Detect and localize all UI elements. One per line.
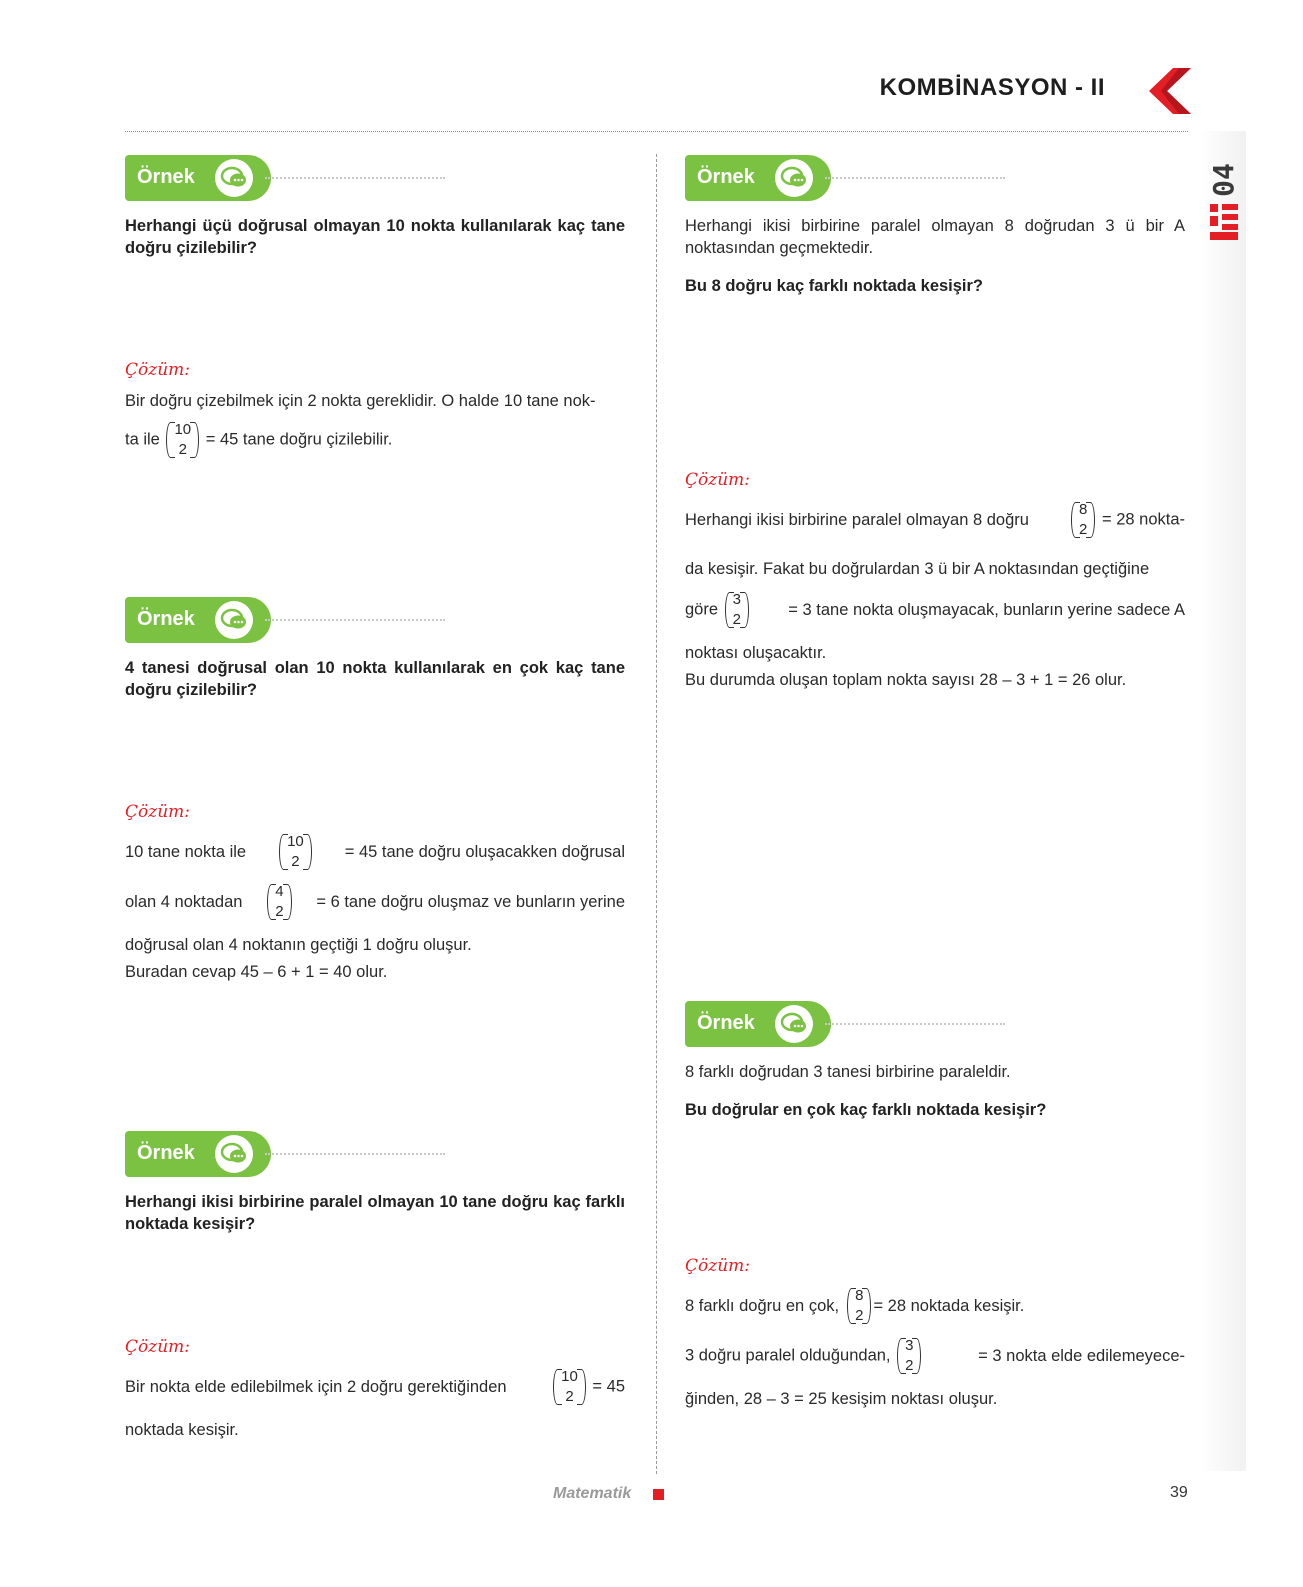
solution-line: 8 farklı doğru en çok, 8 2 = 28 noktada kesişir.: [685, 1287, 1025, 1324]
cozum-label: Çözüm:: [685, 470, 750, 490]
example-block-2: [125, 597, 625, 701]
fdd-logo-icon: [1208, 200, 1242, 250]
solution-line: Bu durumda oluşan toplam nokta sayısı 28 – 3 + 1 = 26 olur.: [685, 671, 1127, 689]
ornek-header: [685, 1001, 1185, 1047]
example-block-4: [685, 155, 1185, 297]
ornek-label: Örnek: [137, 608, 195, 630]
solution-block-5: [685, 1256, 1185, 1410]
binomial: 10 2: [553, 1367, 586, 1407]
solution-line: Bir doğru çizebilmek için 2 nokta gereklidir. O halde 10 tane nok-: [125, 392, 596, 410]
solution-block-2: [125, 802, 625, 983]
solution-block-1: [125, 360, 625, 460]
question-text: Bu 8 doğru kaç farklı noktada kesişir?: [685, 277, 984, 295]
solution-block-3: [125, 1337, 625, 1441]
solution-line: Buradan cevap 45 – 6 + 1 = 40 olur.: [125, 963, 388, 981]
speech-bubble-icon: [775, 1005, 813, 1043]
binomial: 10 2: [279, 832, 312, 872]
question-text: Herhangi üçü doğrusal olmayan 10 nokta kullanılarak kaç tane doğru çizilebilir?: [125, 217, 625, 257]
solution-block-4: [685, 470, 1185, 691]
example-block-3: [125, 1131, 625, 1235]
solution-line: 3 doğru paralel olduğundan, 3 2 = 3 nokta elde edilemeyece-: [685, 1337, 1185, 1374]
binomial: 8 2: [1071, 500, 1095, 540]
speech-bubble-icon: [775, 159, 813, 197]
binomial: 10 2: [166, 420, 199, 460]
chevron-left-icon: [1147, 68, 1191, 114]
binomial: 4 2: [267, 882, 291, 922]
binomial: 3 2: [725, 590, 749, 630]
footer-subject: Matematik: [553, 1485, 632, 1502]
column-divider: [656, 154, 657, 1474]
ornek-label: Örnek: [697, 166, 755, 188]
solution-line: da kesişir. Fakat bu doğrulardan 3 ü bir A noktasından geçtiğine: [685, 560, 1150, 578]
ornek-label: Örnek: [137, 1142, 195, 1164]
cozum-label: Çözüm:: [685, 1256, 750, 1276]
ornek-label: Örnek: [697, 1012, 755, 1034]
cozum-label: Çözüm:: [125, 1337, 190, 1357]
example-block-5: [685, 1001, 1185, 1121]
binomial: 3 2: [897, 1336, 921, 1376]
solution-line: noktada kesişir.: [125, 1421, 239, 1439]
binomial: 8 2: [847, 1286, 871, 1326]
solution-line: Herhangi ikisi birbirine paralel olmayan 8 doğru 8 2 = 28 nokta-: [685, 501, 1185, 538]
page-number: 39: [1170, 1484, 1188, 1501]
question-text: 8 farklı doğrudan 3 tanesi birbirine paraleldir.: [685, 1063, 1011, 1081]
solution-line: ta ile 10 2 = 45 tane doğru çizilebilir.: [125, 421, 393, 458]
solution-line: olan 4 noktadan 4 2 = 6 tane doğru oluşmaz ve bunların yerine: [125, 883, 625, 920]
solution-line: noktası oluşacaktır.: [685, 644, 827, 662]
example-block-1: [125, 155, 625, 259]
cozum-label: Çözüm:: [125, 802, 190, 822]
ornek-label: Örnek: [137, 166, 195, 188]
speech-bubble-icon: [215, 601, 253, 639]
ornek-header: [125, 597, 625, 643]
question-text: Bu doğrular en çok kaç farklı noktada kesişir?: [685, 1101, 1047, 1119]
solution-line: göre 3 2 = 3 tane nokta oluşmayacak, bunların yerine sadece A: [685, 591, 1185, 628]
solution-line: doğrusal olan 4 noktanın geçtiği 1 doğru oluşur.: [125, 936, 472, 954]
ornek-header: [125, 1131, 625, 1177]
footer-square-icon: [653, 1489, 664, 1500]
side-strip: [1200, 131, 1246, 1471]
page-title: KOMBİNASYON - II: [879, 74, 1105, 101]
speech-bubble-icon: [215, 159, 253, 197]
ornek-header: [685, 155, 1185, 201]
solution-line: 10 tane nokta ile 10 2 = 45 tane doğru oluşacakken doğrusal: [125, 833, 625, 870]
solution-line: ğinden, 28 – 3 = 25 kesişim noktası oluşur.: [685, 1390, 998, 1408]
speech-bubble-icon: [215, 1135, 253, 1173]
solution-line: Bir nokta elde edilebilmek için 2 doğru gerektiğinden 10 2 = 45: [125, 1368, 625, 1405]
cozum-label: Çözüm:: [125, 360, 190, 380]
question-text: Herhangi ikisi birbirine paralel olmayan 10 tane doğru kaç farklı noktada kesişir?: [125, 1193, 625, 1233]
chapter-number: 04: [1207, 163, 1240, 197]
question-text: 4 tanesi doğrusal olan 10 nokta kullanılarak en çok kaç tane doğru çizilebilir?: [125, 659, 625, 699]
ornek-header: [125, 155, 625, 201]
question-text: Herhangi ikisi birbirine paralel olmayan 8 doğrudan 3 ü bir A noktasından geçmektedir.: [685, 217, 1185, 257]
header-divider: [125, 131, 1188, 132]
